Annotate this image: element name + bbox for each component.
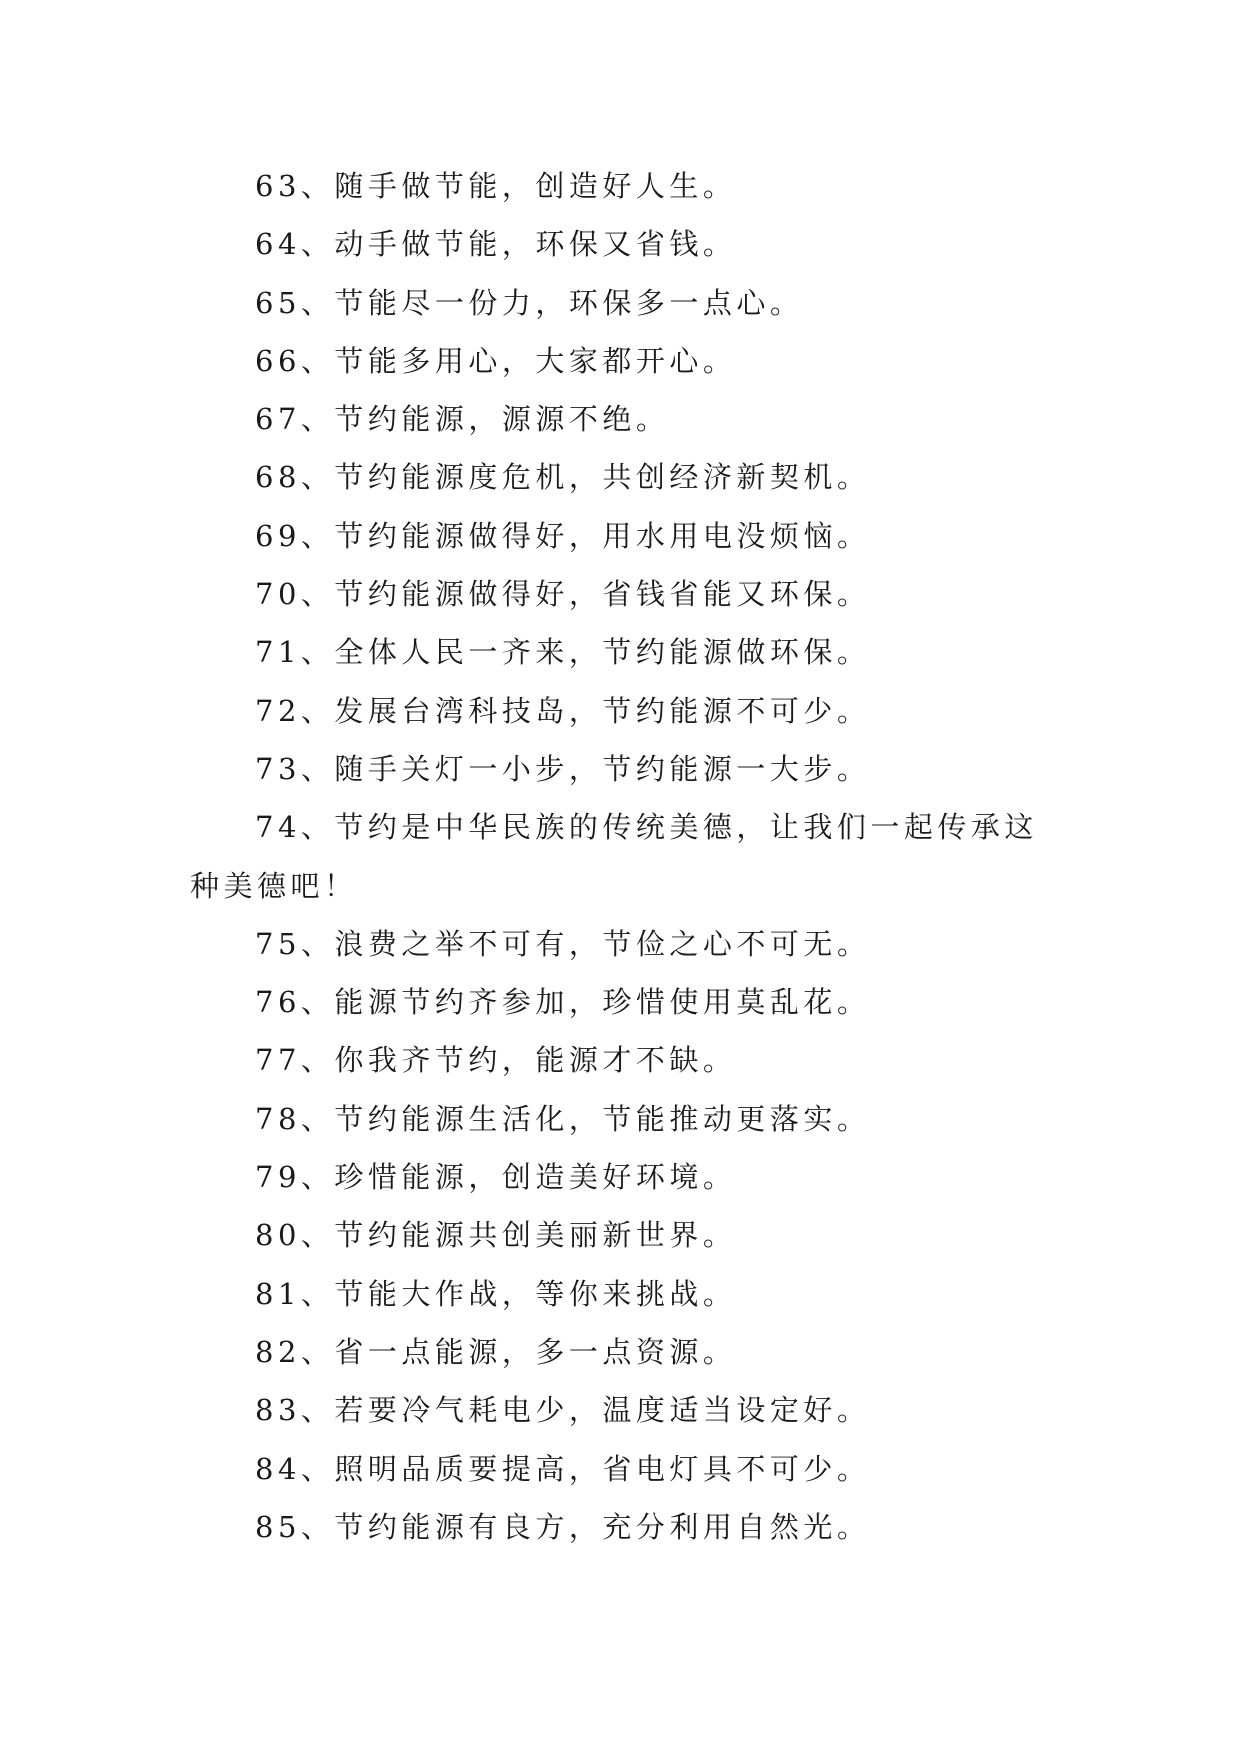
slogan-item: 74、节约是中华民族的传统美德，让我们一起传承这种美德吧！ bbox=[190, 810, 1038, 903]
slogan-item: 81、节能大作战，等你来挑战。 bbox=[255, 1276, 737, 1311]
slogan-item: 83、若要冷气耗电少，温度适当设定好。 bbox=[255, 1393, 871, 1428]
slogan-item: 73、随手关灯一小步，节约能源一大步。 bbox=[255, 751, 871, 786]
slogan-item: 78、节约能源生活化，节能推动更落实。 bbox=[255, 1101, 871, 1136]
slogan-item: 84、照明品质要提高，省电灯具不可少。 bbox=[255, 1451, 871, 1486]
slogan-item: 72、发展台湾科技岛，节约能源不可少。 bbox=[255, 693, 871, 728]
slogan-item: 67、节约能源，源源不绝。 bbox=[255, 402, 670, 437]
slogan-list bbox=[190, 157, 1060, 1556]
slogan-item: 71、全体人民一齐来，节约能源做环保。 bbox=[255, 635, 871, 670]
slogan-item: 85、节约能源有良方，充分利用自然光。 bbox=[255, 1509, 871, 1544]
slogan-item: 64、动手做节能，环保又省钱。 bbox=[255, 227, 737, 262]
slogan-item: 65、节能尽一份力，环保多一点心。 bbox=[255, 285, 804, 320]
slogan-item: 79、珍惜能源，创造美好环境。 bbox=[255, 1160, 737, 1195]
slogan-item: 75、浪费之举不可有，节俭之心不可无。 bbox=[255, 926, 871, 961]
slogan-item: 82、省一点能源，多一点资源。 bbox=[255, 1334, 737, 1369]
slogan-item: 69、节约能源做得好，用水用电没烦恼。 bbox=[255, 518, 871, 553]
slogan-item: 66、节能多用心，大家都开心。 bbox=[255, 343, 737, 378]
slogan-item: 80、节约能源共创美丽新世界。 bbox=[255, 1218, 737, 1253]
slogan-item: 68、节约能源度危机，共创经济新契机。 bbox=[255, 460, 871, 495]
slogan-item: 77、你我齐节约，能源才不缺。 bbox=[255, 1043, 737, 1078]
slogan-item: 63、随手做节能，创造好人生。 bbox=[255, 169, 737, 203]
slogan-item: 70、节约能源做得好，省钱省能又环保。 bbox=[255, 577, 871, 612]
slogan-item: 76、能源节约齐参加，珍惜使用莫乱花。 bbox=[255, 985, 871, 1020]
